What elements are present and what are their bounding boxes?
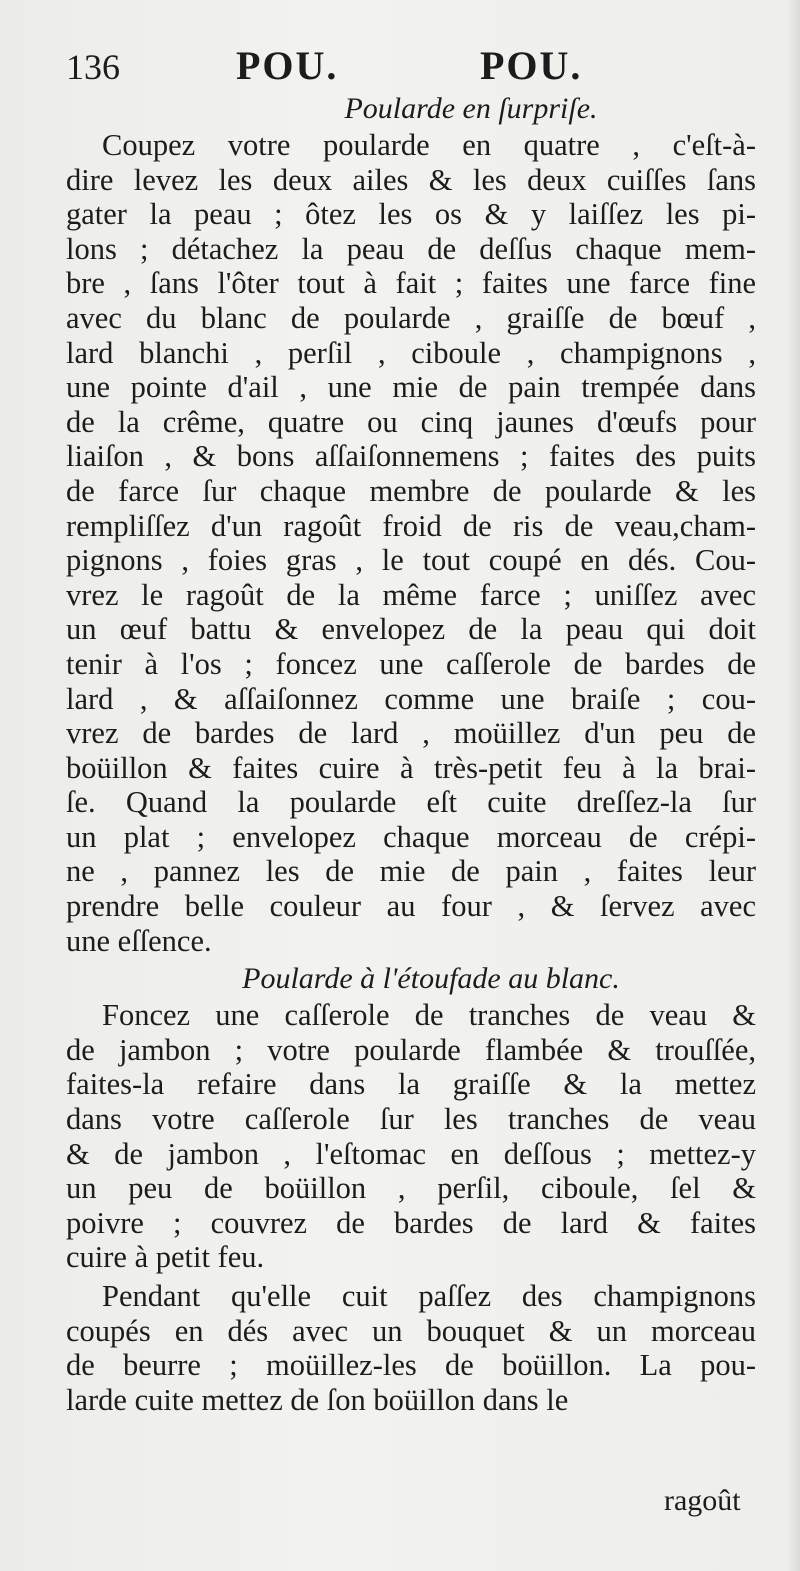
recipe-heading: Poularde à l'étoufade au blanc. (242, 962, 620, 996)
running-head-right: POU. (480, 43, 583, 88)
text-line: rempliſſez d'un ragoût froid de ris de veau,cham- (66, 508, 756, 543)
text-line: lard , & aſſaiſonnez comme une braiſe ; cou- (66, 681, 756, 716)
text-line: prendre belle couleur au four , & ſervez avec (66, 889, 756, 924)
text-line: un peu de boüillon , perſil, ciboule, ſel & (66, 1171, 756, 1206)
text-line: vrez le ragoût de la même farce ; uniſſez avec (66, 577, 756, 612)
recipe-heading: Poularde en ſurpriſe. (344, 92, 598, 125)
text-line: faites-la refaire dans la graiſſe & la mettez (66, 1067, 756, 1102)
text-line: dire levez les deux ailes & les deux cuiſſes ſans (66, 162, 756, 197)
text-line: & de jambon , l'eſtomac en deſſous ; mettez-y (66, 1136, 756, 1171)
text-line: liaiſon , & bons aſſaiſonnemens ; faites des puits (66, 439, 756, 474)
text-body (66, 90, 756, 1417)
text-line: tenir à l'os ; foncez une caſſerole de bardes de (66, 646, 756, 681)
text-line: boüillon & faites cuire à très-petit feu à la brai- (66, 750, 756, 785)
text-line: de jambon ; votre poularde flambée & trouſſée, (66, 1032, 756, 1067)
text-line: gater la peau ; ôtez les os & y laiſſez les pi- (66, 197, 756, 232)
text-line: avec du blanc de poularde , graiſſe de bœuf , (66, 300, 756, 335)
text-line: de la crême, quatre ou cinq jaunes d'œufs pour (66, 404, 756, 439)
text-line: pignons , foies gras , le tout coupé en dés. Cou- (66, 543, 756, 578)
text-line: dans votre caſſerole ſur les tranches de veau (66, 1102, 756, 1137)
text-line: cuire à petit feu. (66, 1240, 265, 1275)
text-line: une pointe d'ail , une mie de pain trempée dans (66, 370, 756, 405)
text-line: lons ; détachez la peau de deſſus chaque mem- (66, 231, 756, 266)
page-number: 136 (66, 47, 120, 87)
text-line: un œuf battu & envelopez de la peau qui doit (66, 612, 756, 647)
page-header (66, 42, 766, 92)
page-edge-shadow (786, 0, 800, 1571)
text-line: de farce ſur chaque membre de poularde & les (66, 473, 756, 508)
text-line: poivre ; couvrez de bardes de lard & faites (66, 1205, 756, 1240)
paragraph (66, 998, 756, 1275)
paragraph (66, 1279, 756, 1417)
paragraph (66, 128, 756, 958)
text-line: un plat ; envelopez chaque morceau de crépi- (66, 819, 756, 854)
text-line: larde cuite mettez de ſon boüillon dans le (66, 1382, 569, 1417)
text-line: Pendant qu'elle cuit paſſez des champignons (102, 1279, 756, 1313)
text-line: ſe. Quand la poularde eſt cuite dreſſez-la ſur (66, 785, 756, 820)
text-line: vrez de bardes de lard , moüillez d'un peu de (66, 716, 756, 751)
text-line: ne , pannez les de mie de pain , faites leur (66, 854, 756, 889)
running-head-left: POU. (236, 43, 339, 88)
catchword: ragoût (664, 1484, 741, 1517)
text-line: coupés en dés avec un bouquet & un morceau (66, 1313, 756, 1348)
text-line: Coupez votre poularde en quatre , c'eſt-à- (102, 128, 756, 162)
text-line: Foncez une caſſerole de tranches de veau & (102, 998, 756, 1033)
text-line: de beurre ; moüillez-les de boüillon. La pou- (66, 1348, 756, 1383)
text-line: bre , ſans l'ôter tout à fait ; faites une farce fine (66, 266, 756, 301)
text-line: une eſſence. (66, 923, 212, 958)
text-line: lard blanchi , perſil , ciboule , champignons , (66, 335, 756, 370)
